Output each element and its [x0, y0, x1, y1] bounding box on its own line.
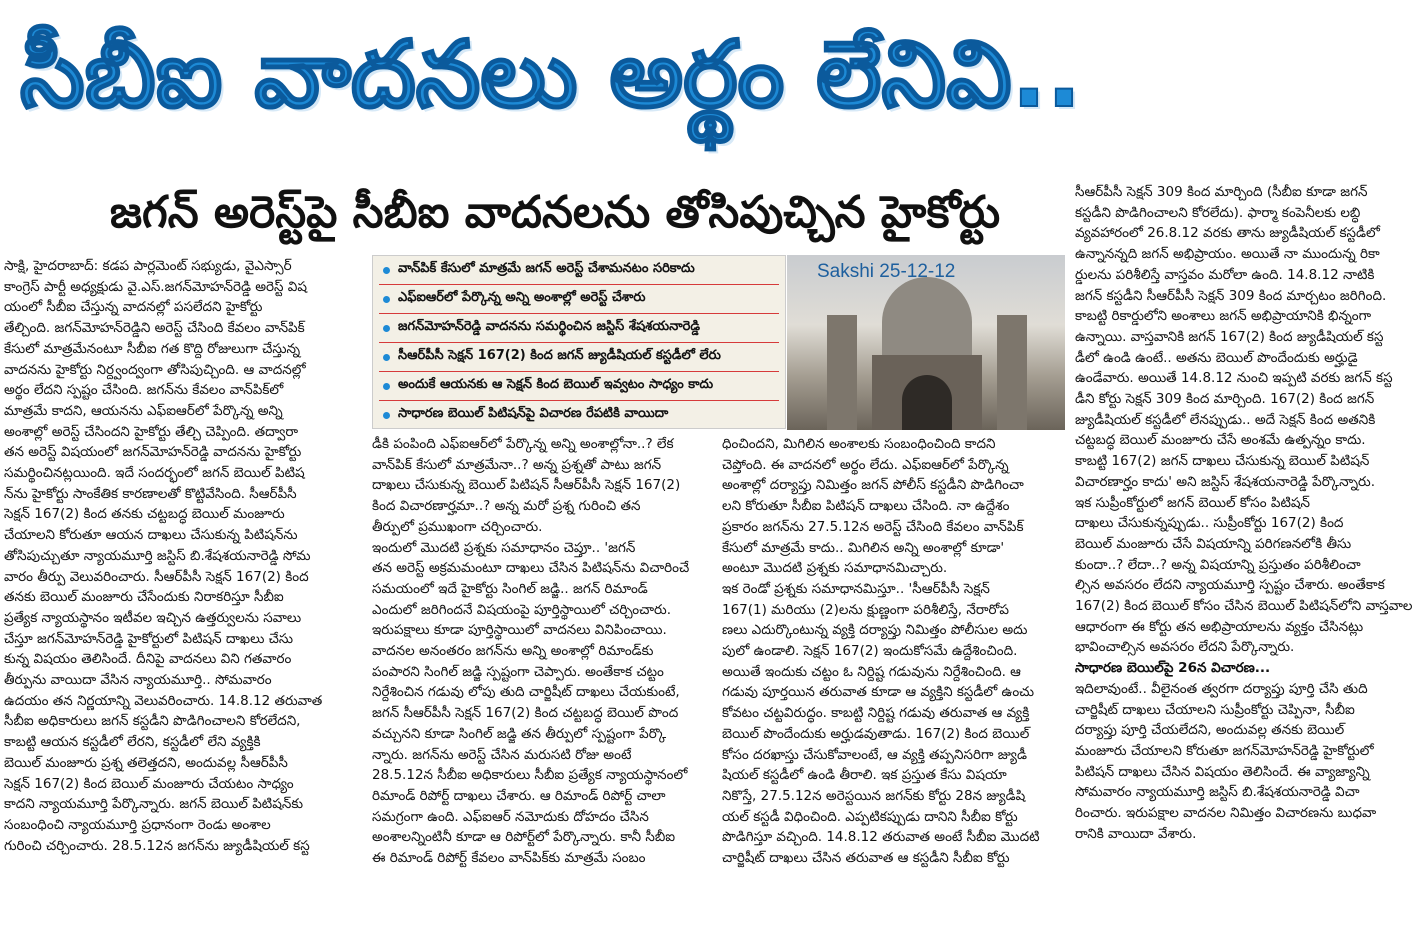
text-line: అంశాలన్నింటినీ కూడా ఆ రిపోర్ట్‌లో పేర్కొన్నారు. కానీ సీబీఐ — [372, 829, 676, 846]
text-line: తీర్పులో ప్రముఖంగా చర్చించారు. — [372, 518, 543, 535]
highlight-item — [379, 256, 779, 285]
text-line: ఇక సుప్రీంకోర్టులో జగన్ బెయిల్ కోసం పిటిషన్ — [1075, 494, 1310, 511]
article-column-4 — [1075, 182, 1415, 845]
text-line: సోమవారం న్యాయమూర్తి జస్టిస్ బి.శేషశయనారెడ్డి విచా — [1075, 784, 1360, 801]
text-line: సమర్థించినట్లయింది. ఇదే సందర్భంలో జగన్ బెయిల్ పిటిష — [4, 465, 305, 482]
text-line: యంలో సీబీఐ చేస్తున్న వాదనల్లో పసలేదని హైకోర్టు — [4, 299, 263, 316]
text-line: కేసులో మాత్రమే కాదు.. మిగిలిన అన్ని అంశాల్లో కూడా' — [722, 539, 1005, 556]
text-line: తన అరెస్ట్ అక్రమమంటూ దాఖలు చేసిన పిటిషన్‌ను విచారించే — [372, 560, 690, 577]
highlight-item — [379, 401, 779, 429]
text-line: దర్యాప్తు పూర్తి చేయలేదని, అందువల్ల తనకు బెయిల్ — [1075, 722, 1345, 739]
highlight-text: సాధారణ బెయిల్ పిటిషన్‌పై విచారణ రేపటికి వాయిదా — [398, 406, 669, 421]
text-line: సమయంలో ఇదే హైకోర్టు సింగిల్ జడ్జి.. జగన్ రిమాండ్ — [372, 580, 648, 597]
bullet-icon — [383, 383, 390, 390]
text-line: ప్రత్యేక న్యాయస్థానం ఇటీవల ఇచ్చిన ఉత్తర్వులను సవాలు — [4, 609, 302, 626]
tower-right — [997, 315, 1027, 430]
text-line: వ్యవహారంలో 26.8.12 వరకు తాను జ్యుడీషియల్ కస్టడీలో — [1075, 225, 1380, 242]
text-line: జగన్ సీఆర్‌పీసీ సెక్షన్ 167(2) కింద చట్టబద్ధ బెయిల్ పొంద — [372, 705, 679, 722]
bullet-icon — [383, 296, 390, 303]
text-line: రిమాండ్ రిపోర్ట్ దాఖలు చేశారు. ఆ రిమాండ్ రిపోర్ట్ చాలా — [372, 787, 666, 804]
subheadline: జగన్ అరెస్ట్‌పై సీబీఐ వాదనలను తోసిపుచ్చిన హైకోర్టు — [109, 187, 1001, 238]
article-column-2 — [372, 434, 712, 869]
text-line: విచారణార్హం కాదు' అని జస్టిస్ శేషశయనారెడ్డి పేర్కొన్నారు. — [1075, 473, 1375, 490]
text-line: డీకి పంపింది ఎఫ్ఐఆర్‌లో పేర్కొన్న అన్ని అంశాల్లోనా..? లేక — [372, 436, 674, 452]
text-line: నికొస్తే, 27.5.12న అరెస్టయిన జగన్‌కు కోర్టు 28న జ్యుడీషి — [722, 787, 1026, 804]
bullet-icon — [383, 412, 390, 419]
text-line: న్‌ను హైకోర్టు సాంకేతిక కారణాలతో కొట్టివేసింది. సీఆర్‌పీసీ — [4, 485, 297, 502]
text-line: నిర్దేశించిన గడువు లోపు తుది చార్జిషీట్ దాఖలు చేయకుంటే, — [372, 684, 680, 701]
text-line: ల్సిన అవసరం లేదని న్యాయమూర్తి స్పష్టం చేశారు. అంతేకాక — [1075, 577, 1385, 594]
text-line: ఈ రిమాండ్ రిపోర్ట్ కేవలం వాన్‌పిక్‌కు మాత్రమే సంబం — [372, 850, 646, 867]
text-line: పంపారని సింగిల్ జడ్జి స్పష్టంగా చెప్పారు. అంతేకాక చట్టం — [372, 663, 664, 680]
text-line: 167(2) కింద బెయిల్ కోసం చేసిన బెయిల్ పిటిషన్‌లోని వాస్తవాల — [1075, 598, 1413, 615]
text-line: ఆధారంగా ఈ కోర్టు తన అభిప్రాయాలను వ్యక్తం చేసినట్లు — [1075, 618, 1364, 635]
text-line: మాత్రమే కాదని, ఆయనను ఎఫ్ఐఆర్‌లో పేర్కొన్న అన్ని — [4, 402, 283, 419]
text-line: తన అరెస్ట్ విషయంలో జగన్‌మోహన్‌రెడ్డి వాదనను హైకోర్టు — [4, 444, 302, 461]
text-line: సాధారణ బెయిల్‌పై 26న విచారణ... — [1075, 660, 1271, 677]
text-line: తేల్చింది. జగన్‌మోహన్‌రెడ్డిని అరెస్ట్ చేసింది కేవలం వాన్‌పిక్ — [4, 320, 305, 337]
text-line: 28.5.12న సీబీఐ అధికారులు సీబీఐ ప్రత్యేక న్యాయస్థానంలో — [372, 767, 688, 784]
text-line: జగన్ కస్టడీని సీఆర్‌పీసీ సెక్షన్ 309 కింద మార్చటం జరిగింది. — [1075, 287, 1387, 304]
text-line: చేస్తూ జగన్‌మోహన్‌రెడ్డి హైకోర్టులో పిటిషన్ దాఖలు చేసు — [4, 630, 294, 647]
text-line: ఉండేవారు. అయితే 14.8.12 నుంచి ఇప్పటి వరకు జగన్ కస్ట — [1075, 370, 1393, 387]
text-line: షియల్ కస్టడీలో ఉండి తీరాలి. ఇక ప్రస్తుత కేసు విషయా — [722, 767, 1007, 784]
text-line: సాక్షి, హైదరాబాద్: కడప పార్లమెంట్ సభ్యుడు, వైఎస్సార్ — [4, 258, 292, 274]
text-line: కున్న విషయం తెలిసిందే. దీనిపై వాదనలు విని గతవారం — [4, 651, 292, 668]
highlight-text: సీఆర్‌పీసీ సెక్షన్ 167(2) కింద జగన్ జ్యుడీషియల్ కస్టడీలో లేరు — [398, 348, 721, 363]
text-line: న్నారు. జగన్‌ను అరెస్ట్ చేసిన మరుసటి రోజు అంటే — [372, 746, 632, 763]
text-line: ర్డులను పరిశీలిస్తే వాస్తవం మరోలా ఉంది. 14.8.12 నాటికి — [1075, 266, 1375, 283]
text-line: వారం తీర్పు వెలువరించారు. సీఆర్‌పీసీ సెక్షన్ 167(2) కింద — [4, 568, 309, 585]
highlight-text: ఎఫ్ఐఆర్‌లో పేర్కొన్న అన్ని అంశాల్లో అరెస్ట్ చేశారు — [398, 290, 646, 305]
text-line: తనకు బెయిల్ మంజూరు చేసేందుకు నిరాకరిస్తూ సీబీఐ — [4, 589, 284, 606]
text-line: రించారు. ఇరుపక్షాల వాదనల నిమిత్తం విచారణను బుధవా — [1075, 805, 1377, 822]
highlights-box — [372, 255, 786, 429]
text-line: కాదని న్యాయమూర్తి పేర్కొన్నారు. జగన్ బెయిల్ పిటిషన్‌కు — [4, 796, 304, 813]
bullet-icon — [383, 325, 390, 332]
text-line: బెయిల్ మంజూరు చేసే విషయాన్ని పరిగణనలోకి తీసు — [1075, 535, 1352, 552]
text-line: లని కోరుతూ సీబీఐ పిటిషన్ దాఖలు చేసింది. నా ఉద్దేశం — [722, 498, 1010, 515]
high-court-photo — [787, 255, 1065, 430]
bullet-icon — [383, 267, 390, 274]
arch — [872, 355, 982, 430]
photo-caption: Sakshi 25-12-12 — [817, 261, 956, 282]
text-line: ప్రకారం జగన్‌ను 27.5.12న అరెస్ట్ చేసింది కేవలం వాన్‌పిక్ — [722, 518, 1024, 535]
tower-left — [827, 315, 857, 430]
text-line: చార్జిషీట్ దాఖలు చేయాలని సుప్రీంకోర్టు చెప్పినా, సీబీఐ — [1075, 701, 1355, 718]
text-line: సీబీఐ అధికారులు జగన్ కస్టడీని పొడిగించాలని కోరలేదని, — [4, 713, 301, 730]
text-line: పొడిగిస్తూ వచ్చింది. 14.8.12 తరువాత అంటే సీబీఐ మొదటి — [722, 829, 1040, 846]
text-line: వచ్చునని కూడా సింగిల్ జడ్జి తన తీర్పులో స్పష్టంగా పేర్కొ — [372, 725, 667, 742]
text-line: చట్టబద్ధ బెయిల్ మంజూరు చేసే అంశమే ఉత్పన్నం కాదు. — [1075, 432, 1366, 449]
text-line: అంశాల్లో దర్యాప్తు నిమిత్తం జగన్ పోలీస్ కస్టడీని పొడిగించా — [722, 477, 1024, 494]
text-line: కాంగ్రెస్ పార్టీ అధ్యక్షుడు వై.ఎస్.జగన్‌మోహన్‌రెడ్డి అరెస్ట్ విష — [4, 278, 308, 295]
text-line: 167(1) మరియు (2)లను క్షుణ్ణంగా పరిశీలిస్తే, నేరారోప — [722, 601, 1009, 618]
text-line: డీని కోర్టు సెక్షన్ 309 కింద మార్చింది. 167(2) కింద జగన్ — [1075, 391, 1375, 408]
text-line: సీఆర్‌పీసీ సెక్షన్ 309 కింద మార్చింది (సీబీఐ కూడా జగన్ — [1075, 184, 1368, 200]
highlight-item — [379, 372, 779, 401]
text-line: బెయిల్ మంజూరు ప్రశ్న తలెత్తదని, అందువల్ల సీఆర్‌పీసీ — [4, 754, 288, 771]
text-line: కాబట్టి ఆయన కస్టడీలో లేరని, కస్టడీలో లేని వ్యక్తికి — [4, 734, 261, 751]
text-line: ఇరుపక్షాలు కూడా పూర్తిస్థాయిలో వాదనలు వినిపించాయి. — [372, 622, 667, 639]
text-line: ఇందులో మొదటి ప్రశ్నకు సమాధానం చెప్తూ.. 'జగన్ — [372, 539, 636, 556]
text-line: ఇదిలావుంటే.. వీలైనంత త్వరగా దర్యాప్తు పూర్తి చేసి తుది — [1075, 680, 1368, 697]
text-line: వాదనను హైకోర్టు నిర్ద్వంద్వంగా తోసిపుచ్చింది. ఆ వాదనల్లో — [4, 361, 306, 378]
text-line: తీర్పును వాయిదా వేసిన న్యాయమూర్తి.. సోమవారం — [4, 672, 272, 689]
text-line: దాఖలు చేసుకున్నప్పుడు.. సుప్రీంకోర్టు 167(2) కింద — [1075, 515, 1344, 532]
text-line: బెయిల్ పొందేందుకు అర్హుడవుతాడు. 167(2) కింద బెయిల్ — [722, 725, 1030, 742]
text-line: అంటూ మొదటి ప్రశ్నకు సమాధానమిచ్చారు. — [722, 560, 948, 577]
highlight-text: అందుకే ఆయనకు ఆ సెక్షన్ కింద బెయిల్ ఇవ్వటం సాధ్యం కాదు — [398, 377, 714, 392]
text-line: తోసిపుచ్చుతూ న్యాయమూర్తి జస్టిస్ బి.శేషశయనారెడ్డి సోమ — [4, 547, 311, 564]
text-line: పిటిషన్ దాఖలు చేసిన విషయం తెలిసిందే. ఈ వ్యాజ్యాన్ని — [1075, 763, 1370, 780]
text-line: కోసం దరఖాస్తు చేసుకోవాలంటే, ఆ వ్యక్తి తప్పనిసరిగా జ్యుడీ — [722, 746, 1027, 763]
text-line: ణలు ఎదుర్కొంటున్న వ్యక్తి దర్యాప్తు నిమిత్తం పోలీసుల అదు — [722, 622, 1028, 639]
text-line: ఉన్నానన్నది జగన్ అభిప్రాయం. అయితే నా ముందున్న రికా — [1075, 246, 1380, 263]
article-column-3 — [722, 434, 1062, 869]
text-line: కాబట్టి రికార్డులోని అంశాలు జగన్ అభిప్రాయానికి భిన్నంగా — [1075, 308, 1372, 325]
highlight-item — [379, 314, 779, 343]
text-line: ధించిందని, మిగిలిన అంశాలకు సంబంధించింది కాదని — [722, 436, 996, 452]
text-line: దాఖలు చేసుకున్న బెయిల్ పిటిషన్ సీఆర్‌పీసీ సెక్షన్ 167(2) — [372, 477, 681, 494]
highlight-text: వాన్‌పిక్ కేసులో మాత్రమే జగన్ అరెస్ట్ చేశామనటం సరికాదు — [398, 261, 695, 276]
text-line: రానికి వాయిదా వేశారు. — [1075, 825, 1197, 842]
text-line: కస్టడీని పొడిగించాలని కోరలేదు). ఫార్మా కంపెనీలకు లబ్ధి — [1075, 204, 1361, 221]
text-line: చార్జిషీట్ దాఖలు చేసిన తరువాత ఆ కస్టడీని సీబీఐ కోర్టు — [722, 850, 1010, 867]
text-line: సెక్షన్ 167(2) కింద బెయిల్ మంజూరు చేయటం సాధ్యం — [4, 775, 294, 792]
text-line: చెప్తోంది. ఈ వాదనలో అర్థం లేదు. ఎఫ్ఐఆర్‌లో పేర్కొన్న — [722, 456, 1009, 473]
text-line: ఎందులో జరిగిందనే విషయంపై పూర్తిస్థాయిలో చర్చించారు. — [372, 601, 671, 618]
highlight-text: జగన్‌మోహన్‌రెడ్డి వాదనను సమర్థించిన జస్టిస్ శేషశయనారెడ్డి — [398, 319, 700, 334]
text-line: సమగ్రంగా ఉంది. ఎఫ్ఐఆర్ నమోదుకు దోహదం చేసిన — [372, 808, 649, 825]
text-line: కింద విచారణార్హమా..? అన్న మరో ప్రశ్న గురించి తన — [372, 498, 641, 515]
text-line: సంబంధించి న్యాయమూర్తి ప్రధానంగా రెండు అంశాల — [4, 816, 271, 833]
text-line: యల్ కస్టడీ విధించింది. ఎప్పటికప్పుడు దానిని సీబీఐ కోర్టు — [722, 808, 1018, 825]
text-line: వాన్‌పిక్ కేసులో మాత్రమేనా..? అన్న ప్రశ్నతో పాటు జగన్ — [372, 456, 662, 473]
text-line: కుందా..? లేదా..? అన్న విషయాన్ని ప్రస్తుతం పరిశీలించా — [1075, 556, 1361, 573]
text-line: భావించాల్సిన అవసరం లేదని పేర్కొన్నారు. — [1075, 639, 1295, 656]
text-line: పులో ఉండాలి. సెక్షన్ 167(2) ఇందుకోసమే ఉద్దేశించింది. — [722, 643, 1018, 660]
bullet-icon — [383, 354, 390, 361]
text-line: ఉన్నాయి. వాస్తవానికి జగన్ 167(2) కింద జ్యుడీషియల్ కస్ట — [1075, 328, 1384, 345]
text-line: మంజూరు చేయాలని కోరుతూ జగన్‌మోహన్‌రెడ్డి హైకోర్టులో — [1075, 742, 1374, 759]
text-line: కాబట్టి 167(2) జగన్ దాఖలు చేసుకున్న బెయిల్ పిటిషన్ — [1075, 453, 1370, 470]
highlight-item — [379, 285, 779, 314]
text-line: చేయాలని కోరుతూ ఆయన దాఖలు చేసుకున్న పిటిషన్‌ను — [4, 527, 298, 544]
text-line: అయితే ఇందుకు చట్టం ఓ నిర్దిష్ట గడువును నిర్దేశించింది. ఆ — [722, 663, 1021, 680]
headline: సీబీఐ వాదనలు అర్థం లేనివి.. — [20, 21, 1082, 128]
text-line: అంశాల్లో అరెస్ట్ చేసిందని హైకోర్టు తేల్చి చెప్పింది. తద్వారా — [4, 423, 299, 440]
highlight-item — [379, 343, 779, 372]
text-line: కేసులో మాత్రమేనంటూ సీబీఐ గత కొద్ది రోజులుగా చేస్తున్న — [4, 340, 301, 357]
article-column-1 — [4, 256, 364, 856]
text-line: అర్థం లేదని స్పష్టం చేసింది. జగన్‌ను కేవలం వాన్‌పిక్‌లో — [4, 382, 284, 399]
text-line: సెక్షన్ 167(2) కింద తనకు చట్టబద్ధ బెయిల్ మంజూరు — [4, 506, 285, 523]
text-line: జ్యుడీషియల్ కస్టడీలో లేనప్పుడు.. అదే సెక్షన్ కింద అతనికి — [1075, 411, 1376, 428]
text-line: గడువు పూర్తయిన తరువాత కూడా ఆ వ్యక్తిని కస్టడీలో ఉంచు — [722, 684, 1035, 701]
text-line: ఇక రెండో ప్రశ్నకు సమాధానమిస్తూ.. 'సీఆర్‌పీసీ సెక్షన్ — [722, 580, 990, 597]
text-line: గురించి చర్చించారు. 28.5.12న జగన్‌ను జ్యుడీషియల్ కస్ట — [4, 837, 310, 854]
dome — [882, 277, 972, 357]
text-line: వాదనల అనంతరం జగన్‌ను అన్ని అంశాల్లో రిమాండ్‌కు — [372, 643, 654, 660]
text-line: ఉదయం తన నిర్ణయాన్ని వెలువరించారు. 14.8.12 తరువాత — [4, 692, 323, 709]
text-line: డీలో ఉండి ఉంటే.. అతను బెయిల్ పొందేందుకు అర్హుడై — [1075, 349, 1358, 366]
text-line: కోవటం చట్టవిరుద్ధం. కాబట్టి నిర్దిష్ట గడువు తరువాత ఆ వ్యక్తి — [722, 705, 1030, 722]
